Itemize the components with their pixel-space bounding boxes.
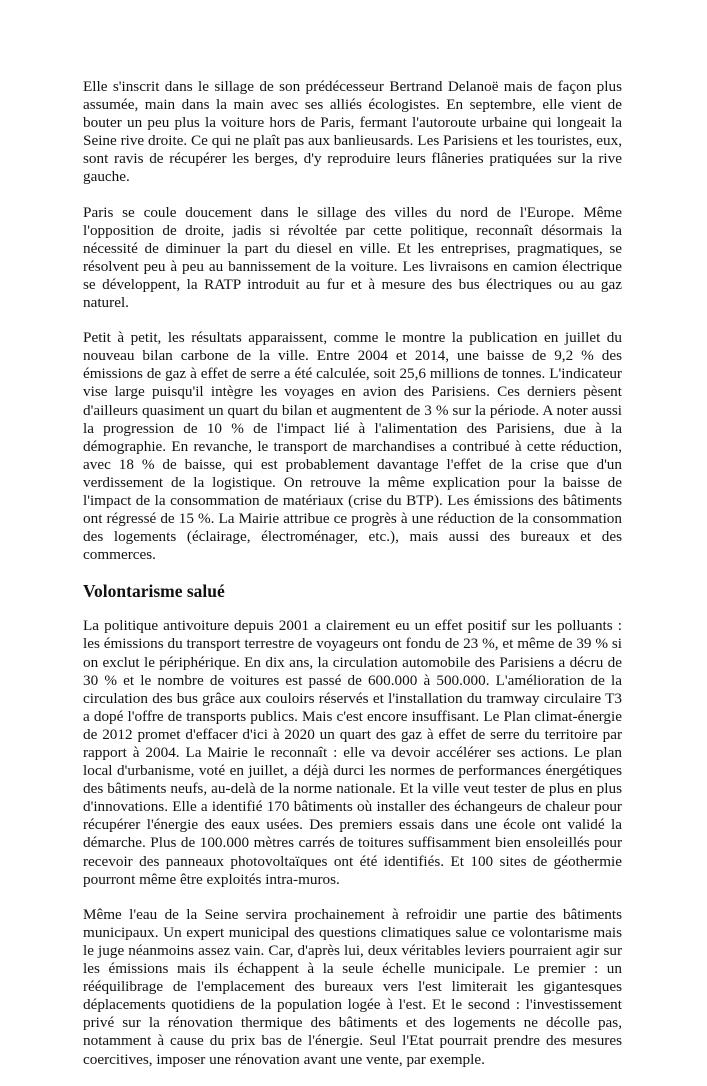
paragraph-delanoe-sillage: Elle s'inscrit dans le sillage de son prédécesseur Bertrand Delanoë mais de façon plus assumée, main dans la main avec ses alliés écologistes. En septembre, elle vient de bouter un peu plus la voiture hors de Paris, fermant l'autoroute urbaine qui longeait la Seine rive droite. Ce qui ne plaît pas aux banlieusards. Les Parisiens et les touristes, eux, sont ravis de récupérer les berges, d'y reproduire leurs flâneries pratiquées sur la rive gauche. bbox=[83, 78, 622, 186]
paragraph-politique-antivoiture: La politique antivoiture depuis 2001 a clairement eu un effet positif sur les polluants : les émissions du transport terrestre de voyageurs ont fondu de 23 %, et même de 39 % si on exclut le périphérique. En dix ans, la circulation automobile des Parisiens a décru de 30 % et le nombre de voitures est passé de 600.000 à 500.000. L'amélioration de la circulation des bus grâce aux couloirs réservés et l'installation du tramway circulaire T3 a dopé l'offre de transports publics. Mais c'est encore insuffisant. Le Plan climat-énergie de 2012 promet d'effacer d'ici à 2020 un quart des gaz à effet de serre du territoire par rapport à 2004. La Mairie le reconnaît : elle va devoir accélérer ses actions. Le plan local d'urbanisme, voté en juillet, a déjà durci les normes de performances énergétiques des bâtiments neufs, au-delà de la norme nationale. Et la ville veut tester de plus en plus d'innovations. Elle a identifié 170 bâtiments où installer des échangeurs de chaleur pour récupérer l'énergie des eaux usées. Des premiers essais dans une école ont validé la démarche. Plus de 100.000 mètres carrés de toitures suffisamment bien ensoleillés pour recevoir des panneaux photovoltaïques ont été identifiés. Et 100 sites de géothermie pourront même être exploités intra-muros. bbox=[83, 617, 622, 888]
paragraph-nord-europe: Paris se coule doucement dans le sillage des villes du nord de l'Europe. Même l'opposition de droite, jadis si révoltée par cette politique, reconnaît désormais la nécessité de diminuer la part du diesel en ville. Et les entreprises, pragmatiques, se résolvent peu à peu au bannissement de la voiture. Les livraisons en camion électrique se développent, la RATP introduit au fur et à mesure des bus électriques ou au gaz naturel. bbox=[83, 203, 622, 312]
paragraph-eau-seine: Même l'eau de la Seine servira prochainement à refroidir une partie des bâtiments municipaux. Un expert municipal des questions climatiques salue ce volontarisme mais le juge néanmoins assez vain. Car, d'après lui, deux véritables leviers pourraient agir sur les émissions mais ils échappent à la seule échelle municipale. Le premier : un rééquilibrage de l'emplacement des bureaux vers l'est limiterait les gigantesques déplacements quotidiens de la population logée à l'est. Et le second : l'investissement privé sur la rénovation thermique des bâtiments et des logements ne décolle pas, notamment à cause du prix bas de l'énergie. Seul l'Etat pourrait prendre des mesures coercitives, imposer une rénovation avant une vente, par exemple. bbox=[83, 905, 622, 1068]
paragraph-bilan-carbone: Petit à petit, les résultats apparaissent, comme le montre la publication en juillet du nouveau bilan carbone de la ville. Entre 2004 et 2014, une baisse de 9,2 % des émissions de gaz à effet de serre a été calculée, soit 25,6 millions de tonnes. L'indicateur vise large puisqu'il intègre les voyages en avion des Parisiens. Ces derniers pèsent d'ailleurs quasiment un quart du bilan et augmentent de 3 % sur la période. A noter aussi la progression de 10 % de l'impact lié à l'alimentation des Parisiens, due à la démographie. En revanche, le transport de marchandises a contribué à cette réduction, avec 18 % de baisse, qui est probablement davantage l'effet de la crise que d'un verdissement de la logistique. On retrouve la même explication pour la baisse de l'impact de la consommation de matériaux (crise du BTP). Les émissions des bâtiments ont régressé de 15 %. La Mairie attribue ce progrès à une réduction de la consommation des logements (éclairage, électroménager, etc.), mais aussi des bureaux et des commerces. bbox=[83, 329, 622, 564]
section-heading: Volontarisme salué bbox=[83, 581, 225, 602]
document-page bbox=[83, 78, 622, 1086]
